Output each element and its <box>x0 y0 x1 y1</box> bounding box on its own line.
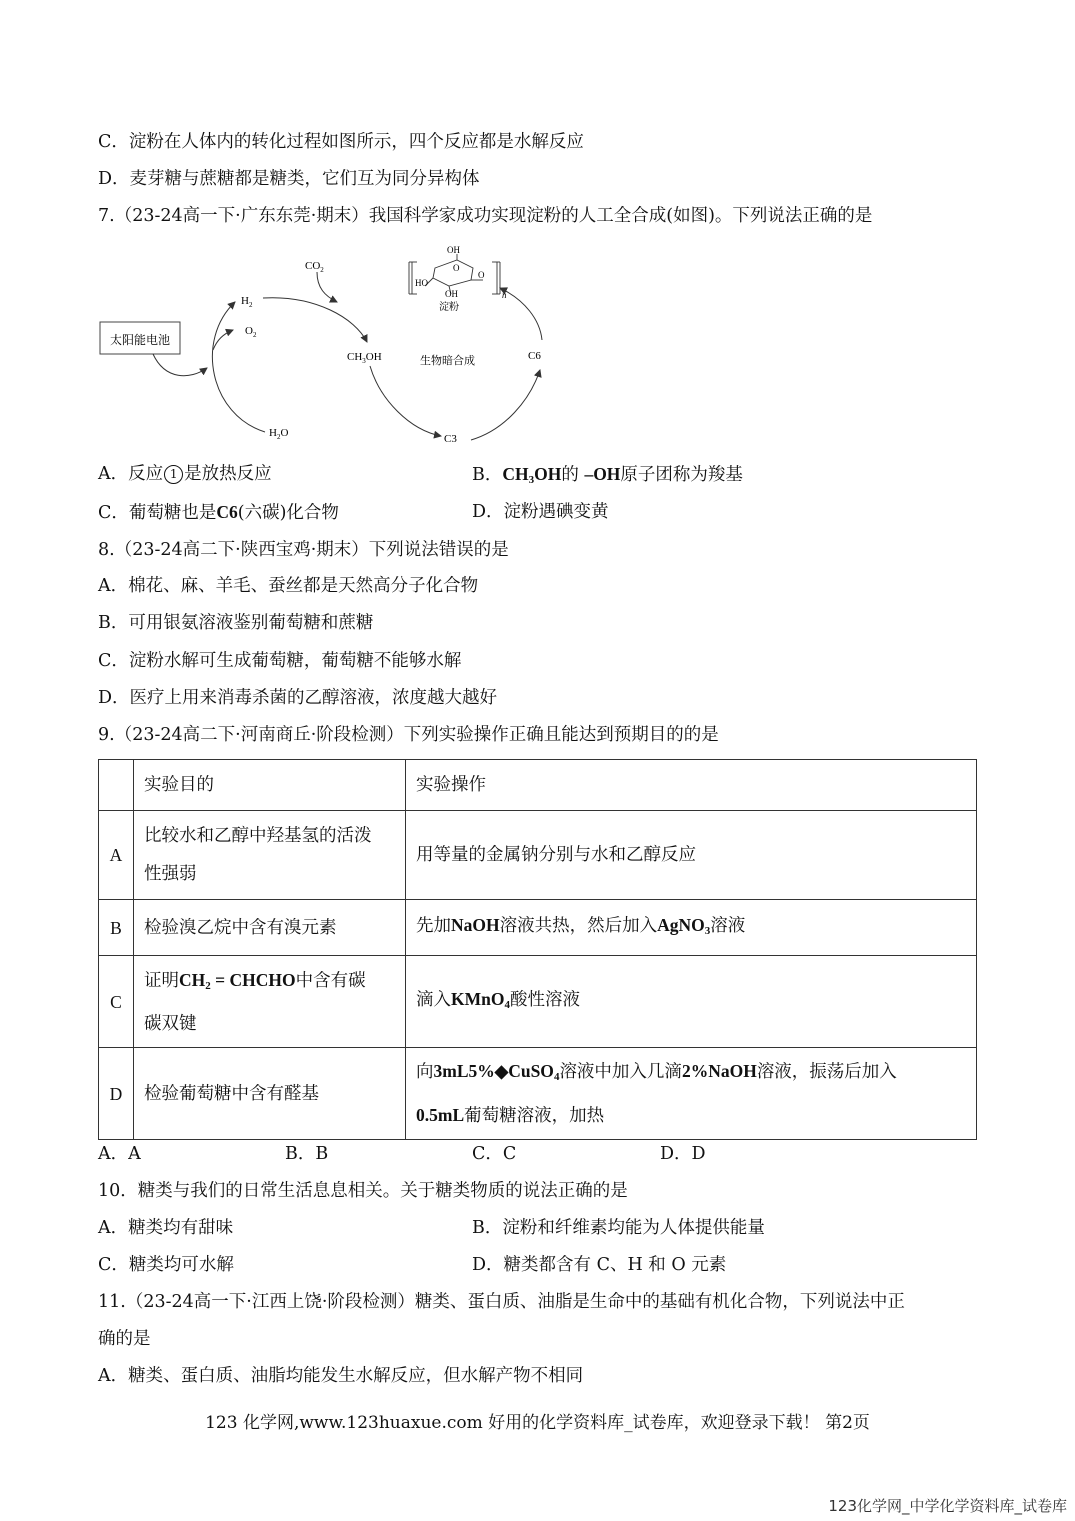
q7-option-d: D．淀粉遇碘变黄 <box>472 502 609 522</box>
q9-answer-d: D．D <box>660 1144 706 1164</box>
q7-option-a: A．反应 1 是放热反应 <box>98 464 272 484</box>
row-option-label: B <box>99 900 134 956</box>
table-row <box>99 956 977 1048</box>
row-option-label: A <box>99 811 134 900</box>
table-row <box>99 811 977 900</box>
row-operation: 先加NaOH溶液共热，然后加入AgNO$_3$溶液 <box>406 900 977 956</box>
starch-structure <box>409 254 500 294</box>
bio-dark-synthesis-label: 生物暗合成 <box>420 355 475 367</box>
q11-option-a: A．糖类、蛋白质、油脂均能发生水解反应，但水解产物不相同 <box>98 1366 584 1386</box>
header-purpose: 实验目的 <box>134 760 406 811</box>
q9-answer-a: A．A <box>98 1144 141 1164</box>
q10-option-a: A．糖类均有甜味 <box>98 1218 234 1238</box>
q8-stem: 8.（23-24高二下·陕西宝鸡·期末）下列说法错误的是 <box>98 540 509 560</box>
page-footer: 123 化学网,www.123huaxue.com 好用的化学资料库_试卷库，欢迎登录下载！ 第2页 <box>205 1413 870 1433</box>
row-operation: 用等量的金属钠分别与水和乙醇反应 <box>406 811 977 900</box>
row-purpose: 检验溴乙烷中含有溴元素 <box>134 900 406 956</box>
starch-oh-top: OH <box>447 245 460 255</box>
starch-oh-bottom: OH <box>445 289 458 299</box>
starch-link-o: O <box>478 270 485 280</box>
electrolysis-arc <box>212 302 265 432</box>
c3-label: C3 <box>444 433 457 445</box>
methanol-to-c3-arrow <box>370 366 441 436</box>
starch-label: 淀粉 <box>439 302 459 313</box>
starch-synthesis-diagram <box>95 240 575 450</box>
h2-label: $H_2$ <box>241 295 253 309</box>
starch-ring-o: O <box>453 263 460 273</box>
q11-stem-line1: 11.（23-24高一下·江西上饶·阶段检测）糖类、蛋白质、油脂是生命中的基础有机化合物，下列说法中正 <box>98 1292 905 1312</box>
reaction-number-circle: 1 <box>164 465 183 484</box>
row-purpose: 比较水和乙醇中羟基氢的活泼 性强弱 <box>134 811 406 900</box>
o2-label: $O_2$ <box>245 325 257 339</box>
q10-option-b: B．淀粉和纤维素均能为人体提供能量 <box>472 1218 765 1238</box>
q9-answer-b: B．B <box>285 1144 329 1164</box>
starch-ho-left: HO <box>415 278 428 288</box>
h2-to-methanol-arrow <box>263 298 367 342</box>
q6-option-c: C．淀粉在人体内的转化过程如图所示，四个反应都是水解反应 <box>98 132 584 152</box>
h2o-label: $H_2O$ <box>269 427 289 441</box>
experiment-table <box>98 759 977 1140</box>
row-purpose: 证明$CH_2$ = CHCHO中含有碳 碳双键 <box>134 956 406 1048</box>
q7-option-c: C．葡萄糖也是C6(六碳)化合物 <box>98 502 339 523</box>
row-option-label: D <box>99 1048 134 1140</box>
methanol-label: $CH_3OH$ <box>347 351 382 365</box>
battery-arrow <box>153 354 207 376</box>
table-row <box>99 1048 977 1140</box>
q10-stem: 10．糖类与我们的日常生活息息相关。关于糖类物质的说法正确的是 <box>98 1181 628 1201</box>
q8-option-a: A．棉花、麻、羊毛、蚕丝都是天然高分子化合物 <box>98 576 479 596</box>
row-operation: 向3mL5%◆CuSO$_4$溶液中加入几滴2%NaOH溶液，振荡后加入 0.5mL葡萄糖溶液，加热 <box>406 1048 977 1140</box>
row-option-label: C <box>99 956 134 1048</box>
q9-answer-c: C．C <box>472 1144 517 1164</box>
row-purpose: 检验葡萄糖中含有醛基 <box>134 1048 406 1140</box>
row-operation: 滴入KMnO$_4$酸性溶液 <box>406 956 977 1048</box>
header-operation: 实验操作 <box>406 760 977 811</box>
q9-stem: 9.（23-24高二下·河南商丘·阶段检测）下列实验操作正确且能达到预期目的的是 <box>98 725 719 745</box>
q7-option-b: B．$CH_3OH$的 –OH原子团称为羧基 <box>472 464 743 486</box>
q8-option-c: C．淀粉水解可生成葡萄糖，葡萄糖不能够水解 <box>98 651 462 671</box>
table-row <box>99 900 977 956</box>
co2-label: $CO_2$ <box>305 260 324 274</box>
q8-option-b: B．可用银氨溶液鉴别葡萄糖和蔗糖 <box>98 613 374 633</box>
q11-stem-line2: 确的是 <box>98 1329 151 1349</box>
solar-battery-label: 太阳能电池 <box>109 333 171 347</box>
table-header-row <box>99 760 977 811</box>
q10-option-d: D．糖类都含有 C、H 和 O 元素 <box>472 1255 727 1275</box>
c3-to-c6-arrow <box>471 370 540 440</box>
q10-option-c: C．糖类均可水解 <box>98 1255 234 1275</box>
site-watermark: 123化学网_中学化学资料库_试卷库 <box>828 1497 1067 1515</box>
co2-arrow <box>317 272 337 302</box>
c6-label: C6 <box>528 350 541 362</box>
starch-n: n <box>502 290 507 300</box>
q8-option-d: D．医疗上用来消毒杀菌的乙醇溶液，浓度越大越好 <box>98 688 498 708</box>
q7-stem: 7.（23-24高一下·广东东莞·期末）我国科学家成功实现淀粉的人工全合成(如图)。下列说法正确的是 <box>98 206 873 226</box>
q6-option-d: D．麦芽糖与蔗糖都是糖类，它们互为同分异构体 <box>98 169 480 189</box>
